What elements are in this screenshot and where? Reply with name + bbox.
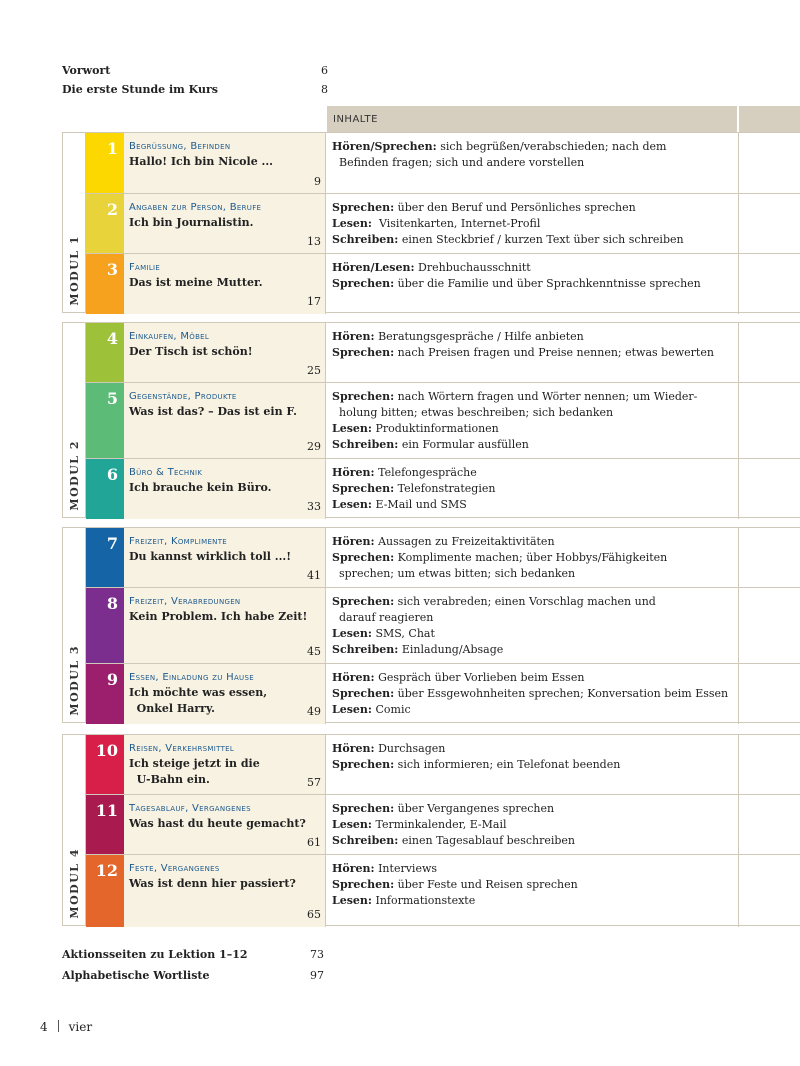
content-line — [332, 465, 740, 481]
lesson-color-block — [86, 254, 124, 314]
skill-label: Lesen: — [332, 217, 372, 230]
module-label: MODUL 3 — [68, 645, 81, 716]
lesson-color-block — [86, 194, 124, 254]
skill-label: Hören/Sprechen: — [332, 140, 437, 153]
front-label: Vorwort — [62, 64, 111, 77]
lesson-page: 25 — [307, 364, 321, 377]
skill-text: Visitenkarten, Internet-Profil — [371, 217, 541, 230]
skill-text: Einladung/Absage — [398, 643, 504, 656]
skill-text: Interviews — [374, 862, 438, 875]
header-divider — [737, 106, 739, 132]
lesson-content — [332, 801, 740, 849]
skill-text: über Vergangenes sprechen — [394, 802, 555, 815]
lesson-number: 5 — [106, 389, 118, 408]
lesson-title: Hallo! Ich bin Nicole ... — [129, 155, 274, 168]
content-line — [332, 421, 740, 437]
content-line — [332, 817, 740, 833]
skill-label: Sprechen: — [332, 390, 395, 403]
lesson-number: 2 — [106, 200, 118, 219]
back-page: 73 — [310, 948, 324, 961]
skill-text: nach Preisen fragen und Preise nennen; etwas bewerten — [394, 346, 714, 359]
skill-text: über Feste und Reisen sprechen — [394, 878, 578, 891]
module-label: MODUL 1 — [68, 235, 81, 306]
lesson-page: 57 — [307, 776, 321, 789]
lesson-color-block — [86, 588, 124, 664]
content-line — [332, 329, 740, 345]
lesson-title-cell — [124, 194, 326, 254]
content-line — [332, 686, 740, 702]
skill-text: darauf reagieren — [332, 611, 434, 624]
lesson-content — [332, 389, 740, 453]
lesson-content — [332, 465, 740, 513]
content-line — [332, 893, 740, 909]
lesson-topic: Tagesablauf, Vergangenes — [129, 803, 251, 814]
skill-label: Schreiben: — [332, 233, 399, 246]
lesson-page: 9 — [314, 175, 321, 188]
skill-text: sich verabreden; einen Vorschlag machen und — [394, 595, 656, 608]
right-column-cell — [738, 194, 800, 254]
lesson-page: 41 — [307, 569, 321, 582]
content-line — [332, 345, 740, 361]
skill-label: Sprechen: — [332, 595, 395, 608]
lesson-color-block — [86, 133, 124, 194]
front-matter-vorwort[interactable] — [62, 64, 328, 77]
lesson-title: Das ist meine Mutter. — [129, 276, 263, 289]
lesson-page: 33 — [307, 500, 321, 513]
right-column-cell — [738, 459, 800, 519]
content-line — [332, 594, 740, 610]
module-3 — [62, 527, 800, 723]
content-line — [332, 741, 740, 757]
module-1 — [62, 132, 800, 313]
lesson-content — [332, 200, 740, 248]
right-column-cell — [738, 133, 800, 194]
lesson-row[interactable] — [62, 735, 800, 795]
back-page: 97 — [310, 969, 324, 982]
right-column-cell — [738, 795, 800, 855]
lesson-content — [332, 861, 740, 909]
lesson-row[interactable] — [62, 855, 800, 927]
page-footer — [40, 1020, 92, 1034]
lesson-title: Ich möchte was essen, Onkel Harry. — [129, 686, 268, 715]
lesson-topic: Freizeit, Komplimente — [129, 536, 228, 547]
lesson-page: 45 — [307, 645, 321, 658]
lesson-color-block — [86, 735, 124, 795]
skill-label: Schreiben: — [332, 834, 399, 847]
skill-text: sprechen; um etwas bitten; sich bedanken — [332, 567, 576, 580]
skill-text: Telefonstrategien — [394, 482, 496, 495]
skill-label: Sprechen: — [332, 551, 395, 564]
lesson-title: Der Tisch ist schön! — [129, 345, 253, 358]
content-line — [332, 405, 740, 421]
lesson-title: Ich bin Journalistin. — [129, 216, 254, 229]
skill-text: Gespräch über Vorlieben beim Essen — [374, 671, 585, 684]
right-column-cell — [738, 528, 800, 588]
lesson-topic: Reisen, Verkehrsmittel — [129, 743, 235, 754]
lesson-color-block — [86, 383, 124, 459]
lesson-row[interactable] — [62, 795, 800, 855]
lesson-title: Kein Problem. Ich habe Zeit! — [129, 610, 308, 623]
skill-label: Schreiben: — [332, 643, 399, 656]
skill-text: Produktinformationen — [371, 422, 499, 435]
content-line — [332, 757, 740, 773]
skill-text: Drehbuchausschnitt — [414, 261, 531, 274]
lesson-page: 65 — [307, 908, 321, 921]
lesson-number: 11 — [95, 801, 118, 820]
lesson-title-cell — [124, 795, 326, 855]
lesson-title-cell — [124, 528, 326, 588]
module-label: MODUL 4 — [68, 848, 81, 919]
lesson-row[interactable] — [62, 133, 800, 194]
lesson-row[interactable] — [62, 254, 800, 314]
content-line — [332, 389, 740, 405]
right-column-cell — [738, 855, 800, 927]
right-column-cell — [738, 588, 800, 664]
lesson-color-block — [86, 795, 124, 855]
content-line — [332, 216, 740, 232]
lesson-number: 3 — [106, 260, 118, 279]
lesson-number: 8 — [106, 594, 118, 613]
content-line — [332, 861, 740, 877]
lesson-content — [332, 260, 740, 292]
skill-text: Beratungsgespräche / Hilfe anbieten — [374, 330, 584, 343]
lesson-color-block — [86, 323, 124, 383]
skill-text: einen Tagesablauf beschreiben — [398, 834, 576, 847]
skill-label: Lesen: — [332, 894, 372, 907]
content-line — [332, 550, 740, 566]
content-line — [332, 437, 740, 453]
back-matter-wortliste[interactable] — [62, 969, 324, 982]
inhalte-label: INHALTE — [333, 114, 378, 125]
skill-label: Hören/Lesen: — [332, 261, 415, 274]
footer-divider — [58, 1020, 59, 1032]
lesson-page: 13 — [307, 235, 321, 248]
lesson-title: Was ist denn hier passiert? — [129, 877, 296, 890]
skill-text: Befinden fragen; sich und andere vorstellen — [332, 156, 585, 169]
lesson-title-cell — [124, 254, 326, 314]
content-line — [332, 276, 740, 292]
lesson-topic: Freizeit, Verabredungen — [129, 596, 241, 607]
content-line — [332, 497, 740, 513]
skill-label: Hören: — [332, 671, 375, 684]
lesson-content — [332, 329, 740, 361]
module-label: MODUL 2 — [68, 440, 81, 511]
lesson-row[interactable] — [62, 588, 800, 664]
content-line — [332, 155, 740, 171]
inhalte-header — [327, 106, 800, 132]
content-line — [332, 200, 740, 216]
front-page: 6 — [321, 64, 328, 77]
skill-text: Durchsagen — [374, 742, 446, 755]
skill-label: Sprechen: — [332, 482, 395, 495]
front-page: 8 — [321, 83, 328, 96]
lesson-row[interactable] — [62, 459, 800, 519]
lesson-title-cell — [124, 855, 326, 927]
skill-label: Schreiben: — [332, 438, 399, 451]
lesson-topic: Familie — [129, 262, 161, 273]
skill-text: über die Familie und über Sprachkenntnisse sprechen — [394, 277, 701, 290]
skill-text: sich informieren; ein Telefonat beenden — [394, 758, 621, 771]
content-line — [332, 232, 740, 248]
lesson-title-cell — [124, 133, 326, 194]
skill-label: Lesen: — [332, 422, 372, 435]
lesson-topic: Begrüssung, Befinden — [129, 141, 231, 152]
content-line — [332, 481, 740, 497]
skill-label: Lesen: — [332, 498, 372, 511]
back-label: Alphabetische Wortliste — [62, 969, 210, 982]
content-line — [332, 833, 740, 849]
lesson-title-cell — [124, 323, 326, 383]
skill-label: Hören: — [332, 535, 375, 548]
right-column-cell — [738, 735, 800, 795]
skill-text: Telefongespräche — [374, 466, 477, 479]
content-line — [332, 139, 740, 155]
skill-text: Komplimente machen; über Hobbys/Fähigkeiten — [394, 551, 668, 564]
back-matter-aktionsseiten[interactable] — [62, 948, 324, 961]
skill-label: Sprechen: — [332, 687, 395, 700]
right-column-cell — [738, 323, 800, 383]
lesson-color-block — [86, 664, 124, 724]
skill-text: sich begrüßen/verabschieden; nach dem — [436, 140, 667, 153]
lesson-page: 61 — [307, 836, 321, 849]
content-line — [332, 260, 740, 276]
lesson-color-block — [86, 528, 124, 588]
skill-label: Sprechen: — [332, 802, 395, 815]
lesson-content — [332, 594, 740, 658]
lesson-title: Was ist das? – Das ist ein F. — [129, 405, 297, 418]
lesson-content — [332, 139, 740, 171]
skill-text: Aussagen zu Freizeitaktivitäten — [374, 535, 555, 548]
lesson-topic: Angaben zur Person, Berufe — [129, 202, 262, 213]
skill-label: Hören: — [332, 742, 375, 755]
lesson-row[interactable] — [62, 528, 800, 588]
module-2 — [62, 322, 800, 518]
lesson-number: 6 — [106, 465, 118, 484]
lesson-page: 17 — [307, 295, 321, 308]
lesson-topic: Büro & Technik — [129, 467, 203, 478]
right-column-cell — [738, 383, 800, 459]
lesson-color-block — [86, 459, 124, 519]
skill-text: über den Beruf und Persönliches sprechen — [394, 201, 636, 214]
content-line — [332, 877, 740, 893]
skill-text: ein Formular ausfüllen — [398, 438, 529, 451]
back-label: Aktionsseiten zu Lektion 1–12 — [62, 948, 248, 961]
content-line — [332, 626, 740, 642]
lesson-number: 10 — [95, 741, 118, 760]
skill-text: über Essgewohnheiten sprechen; Konversation beim Essen — [394, 687, 729, 700]
lesson-topic: Essen, Einladung zu Hause — [129, 672, 254, 683]
lesson-title-cell — [124, 664, 326, 724]
front-matter-erste-stunde[interactable] — [62, 83, 328, 96]
lesson-topic: Feste, Vergangenes — [129, 863, 220, 874]
skill-text: holung bitten; etwas beschreiben; sich bedanken — [332, 406, 614, 419]
right-column-cell — [738, 664, 800, 724]
content-line — [332, 610, 740, 626]
front-label: Die erste Stunde im Kurs — [62, 83, 218, 96]
lesson-number: 12 — [95, 861, 118, 880]
lesson-title: Was hast du heute gemacht? — [129, 817, 306, 830]
skill-label: Lesen: — [332, 818, 372, 831]
lesson-title: Du kannst wirklich toll ...! — [129, 550, 292, 563]
lesson-number: 1 — [106, 139, 118, 158]
skill-text: nach Wörtern fragen und Wörter nennen; um Wieder- — [394, 390, 698, 403]
lesson-row[interactable] — [62, 383, 800, 459]
skill-text: Informationstexte — [371, 894, 476, 907]
lesson-color-block — [86, 855, 124, 927]
skill-label: Lesen: — [332, 703, 372, 716]
lesson-number: 7 — [106, 534, 118, 553]
lesson-content — [332, 534, 740, 582]
lesson-title-cell — [124, 735, 326, 795]
content-line — [332, 534, 740, 550]
lesson-content — [332, 670, 740, 718]
lesson-row[interactable] — [62, 664, 800, 724]
lesson-row[interactable] — [62, 323, 800, 383]
lesson-number: 4 — [106, 329, 118, 348]
skill-label: Lesen: — [332, 627, 372, 640]
content-line — [332, 702, 740, 718]
right-column-cell — [738, 254, 800, 314]
skill-label: Hören: — [332, 330, 375, 343]
lesson-number: 9 — [106, 670, 118, 689]
content-line — [332, 670, 740, 686]
skill-text: SMS, Chat — [371, 627, 435, 640]
lesson-content — [332, 741, 740, 773]
content-line — [332, 801, 740, 817]
lesson-title: Ich brauche kein Büro. — [129, 481, 272, 494]
lesson-page: 49 — [307, 705, 321, 718]
lesson-page: 29 — [307, 440, 321, 453]
skill-label: Sprechen: — [332, 346, 395, 359]
skill-label: Sprechen: — [332, 878, 395, 891]
lesson-title-cell — [124, 588, 326, 664]
lesson-topic: Einkaufen, Möbel — [129, 331, 210, 342]
skill-text: E-Mail und SMS — [371, 498, 467, 511]
skill-text: Comic — [371, 703, 411, 716]
content-line — [332, 566, 740, 582]
skill-label: Sprechen: — [332, 201, 395, 214]
skill-label: Hören: — [332, 466, 375, 479]
lesson-title: Ich steige jetzt in die U-Bahn ein. — [129, 757, 260, 786]
content-line — [332, 642, 740, 658]
footer-page-word: vier — [68, 1020, 93, 1034]
skill-text: einen Steckbrief / kurzen Text über sich schreiben — [398, 233, 684, 246]
footer-page-number: 4 — [40, 1020, 48, 1034]
lesson-title-cell — [124, 459, 326, 519]
lesson-topic: Gegenstände, Produkte — [129, 391, 237, 402]
skill-label: Sprechen: — [332, 277, 395, 290]
lesson-row[interactable] — [62, 194, 800, 254]
lesson-title-cell — [124, 383, 326, 459]
skill-text: Terminkalender, E-Mail — [371, 818, 507, 831]
module-4 — [62, 734, 800, 926]
skill-label: Sprechen: — [332, 758, 395, 771]
skill-label: Hören: — [332, 862, 375, 875]
